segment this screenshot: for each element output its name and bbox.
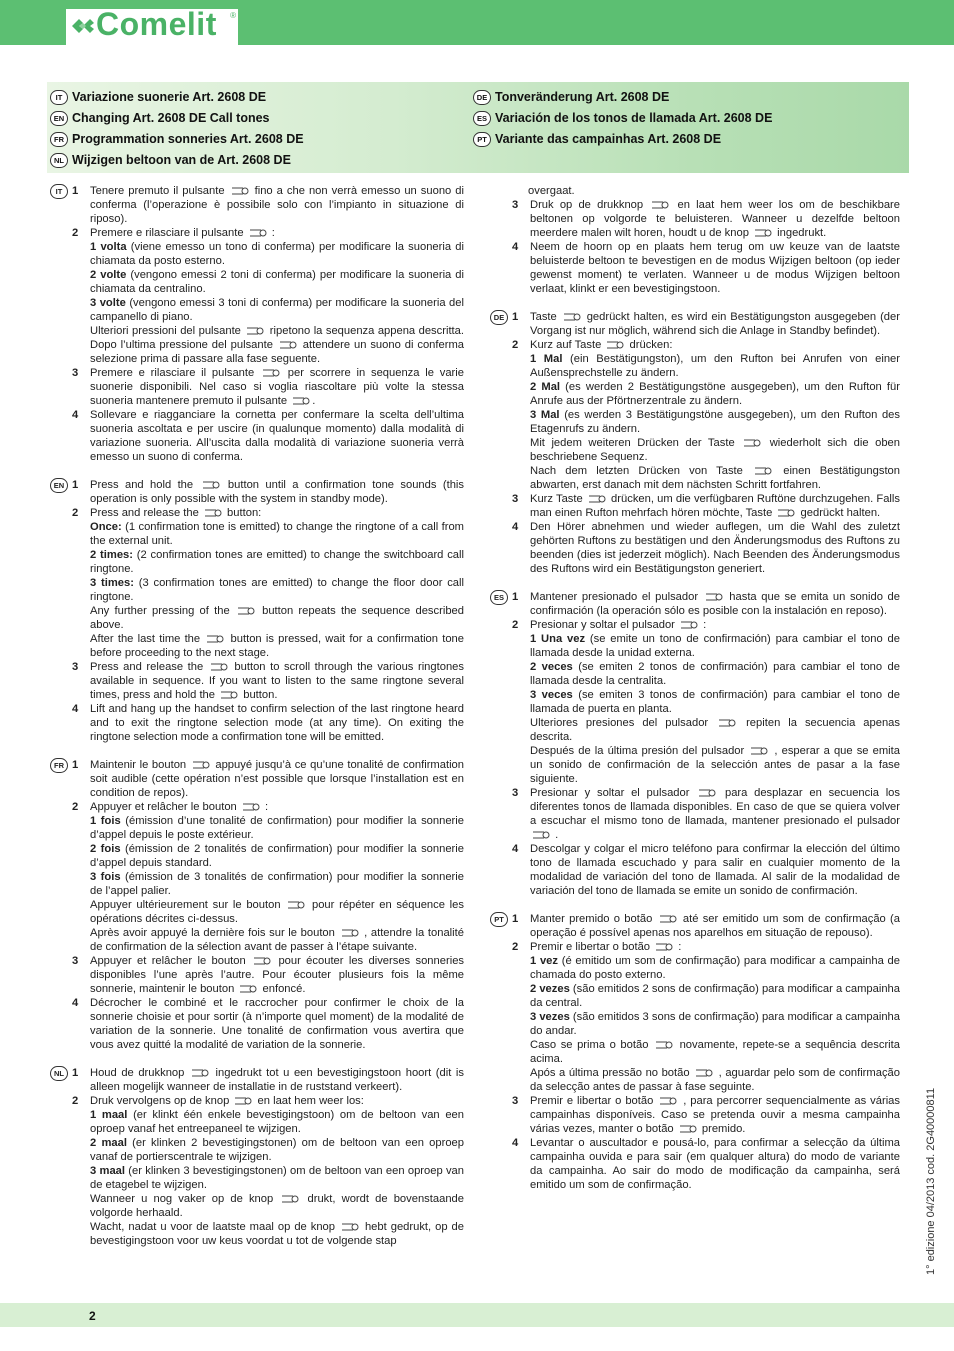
title-text: Changing Art. 2608 DE Call tones: [72, 111, 270, 125]
language-badge: IT: [50, 90, 68, 105]
step-number: 2: [72, 801, 79, 813]
step-text: Maintenir le bouton appuyé jusqu’à ce qu’une tonalité de confirmation soit audible (cette opération n’est possible que lorsque l’installation est en condition de repos).: [90, 759, 464, 799]
step-item: [487, 492, 900, 520]
step-number: 4: [512, 843, 519, 855]
step-text: Houd de drukknop ingedrukt tot u een bevestigingstoon hoort (dit is alleen mogelijk wanneer de installatie in de ruststand verkeert).: [90, 1067, 464, 1093]
step-text: Appuyer et relâcher le bouton pour écouter les diverses sonneries disponibles l’une après l’autre. Pour écouter plusieurs fois la même sonnerie, maintenir le bouton enfoncé.: [90, 955, 465, 995]
button-key-icon: [651, 201, 669, 209]
step-text: Press and hold the button until a confirmation tone sounds (this operation is only possible with the system in standby mode).: [90, 479, 464, 505]
button-key-icon: [698, 789, 716, 797]
step-item: [47, 1094, 464, 1248]
button-key-icon: [588, 495, 606, 503]
step-number: 4: [512, 1137, 519, 1149]
step-item: [487, 520, 900, 576]
section-title-en: [50, 109, 270, 127]
step-item: [47, 366, 464, 408]
button-key-icon: [655, 1041, 673, 1049]
button-key-icon: [532, 831, 550, 839]
section-title-es: [473, 109, 772, 127]
language-badge: EN: [50, 478, 68, 493]
button-key-icon: [659, 1097, 677, 1105]
logo-text: Comelit: [96, 6, 217, 42]
step-number: 4: [72, 997, 79, 1009]
button-key-icon: [246, 327, 264, 335]
button-key-icon: [705, 593, 723, 601]
step-item: [487, 590, 900, 618]
step-text: Presionar y soltar el pulsador : 1 Una vez (se emite un tono de confirmación) para cambiar el tono de llamada desde la unidad externa. 2 veces (se emiten 2 tonos de confirmación) para cambiar el tono de llamada desde la centralita. 3 veces (se emiten 3 tonos de confirmación) para cambiar el tono de llamada de puerta en planta. Ulteriores presiones del pulsador repiten la secuencia apenas descrita. Después de la última presión del pulsador , esperar a que se emita un sonido de confirmación de la selección antes de pasar a la fase siguiente.: [530, 619, 900, 785]
step-item: [47, 996, 464, 1052]
button-key-icon: [220, 691, 238, 699]
step-item: [487, 310, 900, 338]
language-badge: FR: [50, 758, 68, 773]
language-badge: ES: [490, 590, 508, 605]
button-key-icon: [210, 663, 228, 671]
title-text: Variazione suonerie Art. 2608 DE: [72, 90, 267, 104]
step-item: [487, 1136, 900, 1192]
step-item: [487, 618, 900, 786]
button-key-icon: [754, 467, 772, 475]
language-badge: DE: [490, 310, 508, 325]
step-number: 2: [512, 619, 519, 631]
step-item: [487, 786, 900, 842]
button-key-icon: [204, 509, 222, 517]
instructions-nl_cont: [487, 184, 900, 296]
step-number: 1: [72, 1067, 79, 1079]
step-number: 3: [512, 787, 519, 799]
step-number: 1: [72, 479, 79, 491]
language-badge: IT: [50, 184, 68, 199]
section-title-fr: [50, 130, 304, 148]
title-text: Variación de los tonos de llamada Art. 2608 DE: [495, 111, 773, 125]
button-key-icon: [341, 1223, 359, 1231]
button-key-icon: [249, 229, 267, 237]
right-column: [487, 184, 900, 1204]
button-key-icon: [253, 957, 271, 965]
button-key-icon: [718, 719, 736, 727]
step-item: [487, 940, 900, 1094]
language-badge: EN: [50, 111, 68, 126]
button-key-icon: [777, 509, 795, 517]
step-number: 1: [512, 591, 519, 603]
step-item: [47, 954, 464, 996]
step-number: 2: [72, 227, 79, 239]
comelit-logo: [66, 6, 238, 45]
step-item: [487, 198, 900, 240]
instructions-fr: [47, 758, 464, 1052]
button-key-icon: [743, 439, 761, 447]
step-item: [47, 702, 464, 744]
step-text: Kurz Taste drücken, um die verfügbaren Ruftöne durchzugehen. Falls man einen Rufton mehrfach hören möchte, Taste gedrückt halten.: [530, 493, 900, 519]
title-text: Tonveränderung Art. 2608 DE: [495, 90, 670, 104]
instructions-pt: [487, 912, 900, 1192]
language-badge: NL: [50, 1066, 68, 1081]
step-number: 1: [512, 311, 519, 323]
step-text: Premir e libertar o botão : 1 vez (é emitido um som de confirmação) para modificar a campainha de chamada do posto externo. 2 vezes (são emitidos 2 sons de confirmação) para modificar a campainha da central. 3 vezes (são emitidos 3 sons de confirmação) para modificar a campainha do andar. Caso se prima o botão novamente, repete-se a sequência descrita acima. Após a última pressão no botão , aguardar pelo som de confirmação da selecção antes de passar à fase seguinte.: [530, 941, 901, 1093]
step-number: 3: [512, 493, 519, 505]
step-number: 1: [72, 185, 79, 197]
button-key-icon: [679, 1125, 697, 1133]
page-number: 2: [89, 1309, 96, 1323]
button-key-icon: [754, 229, 772, 237]
instructions-it: [47, 184, 464, 464]
section-title-pt: [473, 130, 721, 148]
step-number: 3: [72, 661, 79, 673]
step-text: Premere e rilasciare il pulsante : 1 volta (viene emesso un tono di conferma) per modificare la suoneria di chiamata da posto esterno. 2 volte (vengono emessi 2 toni di conferma) per modificare la suoneria di chiamata da centralino. 3 volte (vengono emessi 3 toni di conferma) per modificare la suoneria del campanello di piano. Ulteriori pressioni del pulsante ripetono la sequenza appena descritta. Dopo l’ultima pressione del pulsante attendere un suono di conferma selezione prima di passare alla fase seguente.: [90, 227, 464, 365]
footer-bar: [0, 1303, 954, 1327]
step-item: [47, 408, 464, 464]
language-badge: ES: [473, 111, 491, 126]
step-number: 2: [512, 339, 519, 351]
language-badge: PT: [490, 912, 508, 927]
language-badge: PT: [473, 132, 491, 147]
button-key-icon: [191, 1069, 209, 1077]
step-number: 1: [512, 913, 519, 925]
step-text: Neem de hoorn op en plaats hem terug om uw keuze van de laatste beluisterde beltoon te bevestigen en de modus Wijzigen beltoon (op ieder gewenst moment) te verlaten. Wanneer u de modus Wijzigen beltoon verlaat, klinkt er een bevestigingstoon.: [530, 241, 900, 295]
step-number: 3: [72, 955, 79, 967]
button-key-icon: [292, 397, 310, 405]
button-key-icon: [242, 803, 260, 811]
button-key-icon: [239, 985, 257, 993]
step-number: 3: [512, 1095, 519, 1107]
step-item: [487, 842, 900, 898]
button-key-icon: [279, 341, 297, 349]
step-text: Den Hörer abnehmen und wieder auflegen, um die Wahl des zuletzt gehörten Ruftons zu bestätigen und den Änderungsmodus des Ruftons zu beenden (dies ist jederzeit möglich). Nach Beenden des Änderungsmodus des Ruftons wird ein Bestätigungston generiert.: [530, 521, 900, 575]
step-number: 4: [72, 703, 79, 715]
language-badge: NL: [50, 153, 68, 168]
step-text: Druk op de drukknop en laat hem weer los om de beschikbare beltonen op volgorde te beluisteren. Wanneer u dezelfde beltoon meerdere malen wilt horen, houdt u de knop ingedrukt.: [530, 199, 900, 239]
step-number: 4: [72, 409, 79, 421]
step-text: Press and release the button: Once: (1 confirmation tone is emitted) to change the ringtone of a call from the external unit. 2 times: (2 confirmation tones are emitted) to change the switchboard call ringtone. 3 times: (3 confirmation tones are emitted) to change the floor door call ringtone. Any further pressing of the button repeats the sequence described above. After the last time the button is pressed, wait for a confirmation tone before proceeding to the next stage.: [90, 507, 464, 659]
title-text: Variante das campainhas Art. 2608 DE: [495, 132, 722, 146]
title-text: Programmation sonneries Art. 2608 DE: [72, 132, 304, 146]
step-item: [487, 338, 900, 492]
button-key-icon: [206, 635, 224, 643]
step-text: Décrocher le combiné et le raccrocher pour confirmer le choix de la sonnerie choisie et pour sortir (à n’importe quel moment) de la modalité de variation de la sonnerie. Une tonalité de confirmation vous avertira que vous avez quitté la modalité de variation de la sonnerie.: [90, 997, 464, 1051]
button-key-icon: [287, 901, 305, 909]
step-text: Press and release the button to scroll through the various ringtones available in sequence. If you want to listen to the same ringtone several times, press and hold the button.: [90, 661, 464, 701]
step-text: Tenere premuto il pulsante fino a che non verrà emesso un suono di conferma (l’operazione è possibile solo con l’impianto in situazione di riposo).: [90, 185, 465, 225]
instructions-de: [487, 310, 900, 576]
step-number: 3: [512, 199, 519, 211]
section-title-it: [50, 88, 266, 106]
left-column: [47, 184, 464, 1260]
step-number: 2: [512, 941, 519, 953]
button-key-icon: [262, 369, 280, 377]
step-text: Presionar y soltar el pulsador para desplazar en secuencia los diferentes tonos de llamada disponibles. En caso de que se quiera volver a escuchar el mismo tono de llamada, mantener presionado el pulsador .: [530, 787, 900, 841]
instructions-nl: [47, 1066, 464, 1248]
instructions-es: [487, 590, 900, 898]
step-text: Manter premido o botão até ser emitido um som de confirmação (a operação é possível apenas nos aparelhos em situação de repouso).: [530, 913, 901, 939]
button-key-icon: [281, 1195, 299, 1203]
step-item: [47, 800, 464, 954]
step-item: [47, 184, 464, 226]
step-item: [47, 506, 464, 660]
step-text: Druk vervolgens op de knop en laat hem weer los: 1 maal (er klinkt één enkele bevestigingstoon) om de beltoon van een oproep vanaf het entreepaneel te wijzigen. 2 maal (er klinken 2 bevestigingstonen) om de beltoon van een oproep vanaf de portierscentrale te wijzigen. 3 maal (er klinken 3 bevestigingstonen) om de beltoon van een oproep van de etagebel te wijzigen. Wanneer u nog vaker op de knop drukt, wordt de bovenstaande volgorde herhaald. Wacht, nadat u voor de laatste maal op de knop hebt gedrukt, op de bevestigingstoon voor uw keus voordat u tot de volgende stap: [90, 1095, 464, 1247]
button-key-icon: [234, 1097, 252, 1105]
step-item: [487, 1094, 900, 1136]
button-key-icon: [606, 341, 624, 349]
step-number: 2: [72, 1095, 79, 1107]
step-text: Premir e libertar o botão , para percorrer sequencialmente as várias campainhas disponíveis. Caso se pretenda ouvir a mesma campainha várias vezes, manter o botão premido.: [530, 1095, 901, 1135]
step-item: [47, 660, 464, 702]
step-number: 1: [72, 759, 79, 771]
button-key-icon: [750, 747, 768, 755]
step-item: [487, 240, 900, 296]
instructions-en: [47, 478, 464, 744]
step-item: [47, 478, 464, 506]
button-key-icon: [237, 607, 255, 615]
title-text: Wijzigen beltoon van de Art. 2608 DE: [72, 153, 291, 167]
step-text: Appuyer et relâcher le bouton : 1 fois (émission d’une tonalité de confirmation) pour modifier la sonnerie d’appel depuis le poste extérieur. 2 fois (émission de 2 tonalités de confirmation) pour modifier la sonnerie d’appel depuis standard. 3 fois (émission de 3 tonalités de confirmation) pour modifier la sonnerie de l’appel palier. Appuyer ultérieurement sur le bouton pour répéter en séquence les opérations décrites ci-dessus. Après avoir appuyé la dernière fois sur le bouton , attendre la tonalité de confirmation de la sélection avant de passer à l’étape suivante.: [90, 801, 464, 953]
button-key-icon: [655, 943, 673, 951]
button-key-icon: [192, 761, 210, 769]
button-key-icon: [659, 915, 677, 923]
step-text: Taste gedrückt halten, es wird ein Bestätigungston ausgegeben (der Vorgang ist nur möglich, während sich die Anlage in Standby befindet).: [530, 311, 900, 337]
button-key-icon: [202, 481, 220, 489]
continued-text: overgaat.: [528, 185, 575, 197]
button-key-icon: [563, 313, 581, 321]
step-number: 4: [512, 241, 519, 253]
language-badge: FR: [50, 132, 68, 147]
section-title-de: [473, 88, 669, 106]
logo-registered-mark: ®: [230, 11, 236, 20]
step-text: Lift and hang up the handset to confirm selection of the last ringtone heard and to exit the ringtone selection mode (at any time). On exiting the ringtone selection mode a confirmation tone will be emitted.: [90, 703, 464, 743]
step-text: Mantener presionado el pulsador hasta que se emita un sonido de confirmación (la operación sólo es posible con la instalación en reposo).: [530, 591, 900, 617]
step-number: 3: [72, 367, 79, 379]
button-key-icon: [695, 1069, 713, 1077]
step-text: Descolgar y colgar el micro teléfono para confirmar la elección del último tono de llamada escuchado y para salir en cualquier momento de la modalidad de variación del tono de llamada. Al salir de la modalidad de variación del tono de llamada se emite un sonido de confirmación.: [530, 843, 900, 897]
step-number: 2: [72, 507, 79, 519]
edition-code: 1° edizione 04/2013 cod. 2G40000811: [925, 1087, 937, 1275]
logo-mark-icon: [70, 13, 96, 39]
step-text: Premere e rilasciare il pulsante per scorrere in sequenza le varie suonerie disponibili. Nel caso si voglia riascoltare più volte la stessa suoneria mantenere premuto il pulsante .: [90, 367, 464, 407]
step-item: [47, 1066, 464, 1094]
step-item: [47, 226, 464, 366]
language-badge: DE: [473, 90, 491, 105]
step-number: 4: [512, 521, 519, 533]
button-key-icon: [680, 621, 698, 629]
step-item: [47, 758, 464, 800]
step-text: Levantar o auscultador e pousá-lo, para confirmar a selecção da última campainha ouvida e para sair (em qualquer altura) do modo de variante da campainha. Ao sair do modo de modificação da campainha, será emitido um som de confirmação.: [530, 1137, 900, 1191]
section-title-nl: [50, 151, 291, 169]
step-item: [487, 912, 900, 940]
button-key-icon: [231, 187, 249, 195]
button-key-icon: [341, 929, 359, 937]
step-text: Kurz auf Taste drücken: 1 Mal (ein Bestätigungston), um den Rufton bei Anrufen von einer Außensprechstelle zu ändern. 2 Mal (es werden 2 Bestätigungstöne ausgegeben), um den Rufton für Anrufe aus der Pförtnerzentrale zu ändern. 3 Mal (es werden 3 Bestätigungstöne ausgegeben), um den Rufton des Etagenrufs zu ändern. Mit jedem weiteren Drücken der Taste wiederholt sich die oben beschriebene Sequenz. Nach dem letzten Drücken von Taste einen Bestätigungston abwarten, erst danach mit dem nächsten Schritt fortfahren.: [530, 339, 900, 491]
step-text: Sollevare e riagganciare la cornetta per confermare la scelta dell’ultima suoneria ascoltata e per uscire (in qualunque momento) dalla modalità di variazione suoneria. All’uscita dalla modalità di variazione suoneria verrà emesso un suono di conferma.: [90, 409, 464, 463]
